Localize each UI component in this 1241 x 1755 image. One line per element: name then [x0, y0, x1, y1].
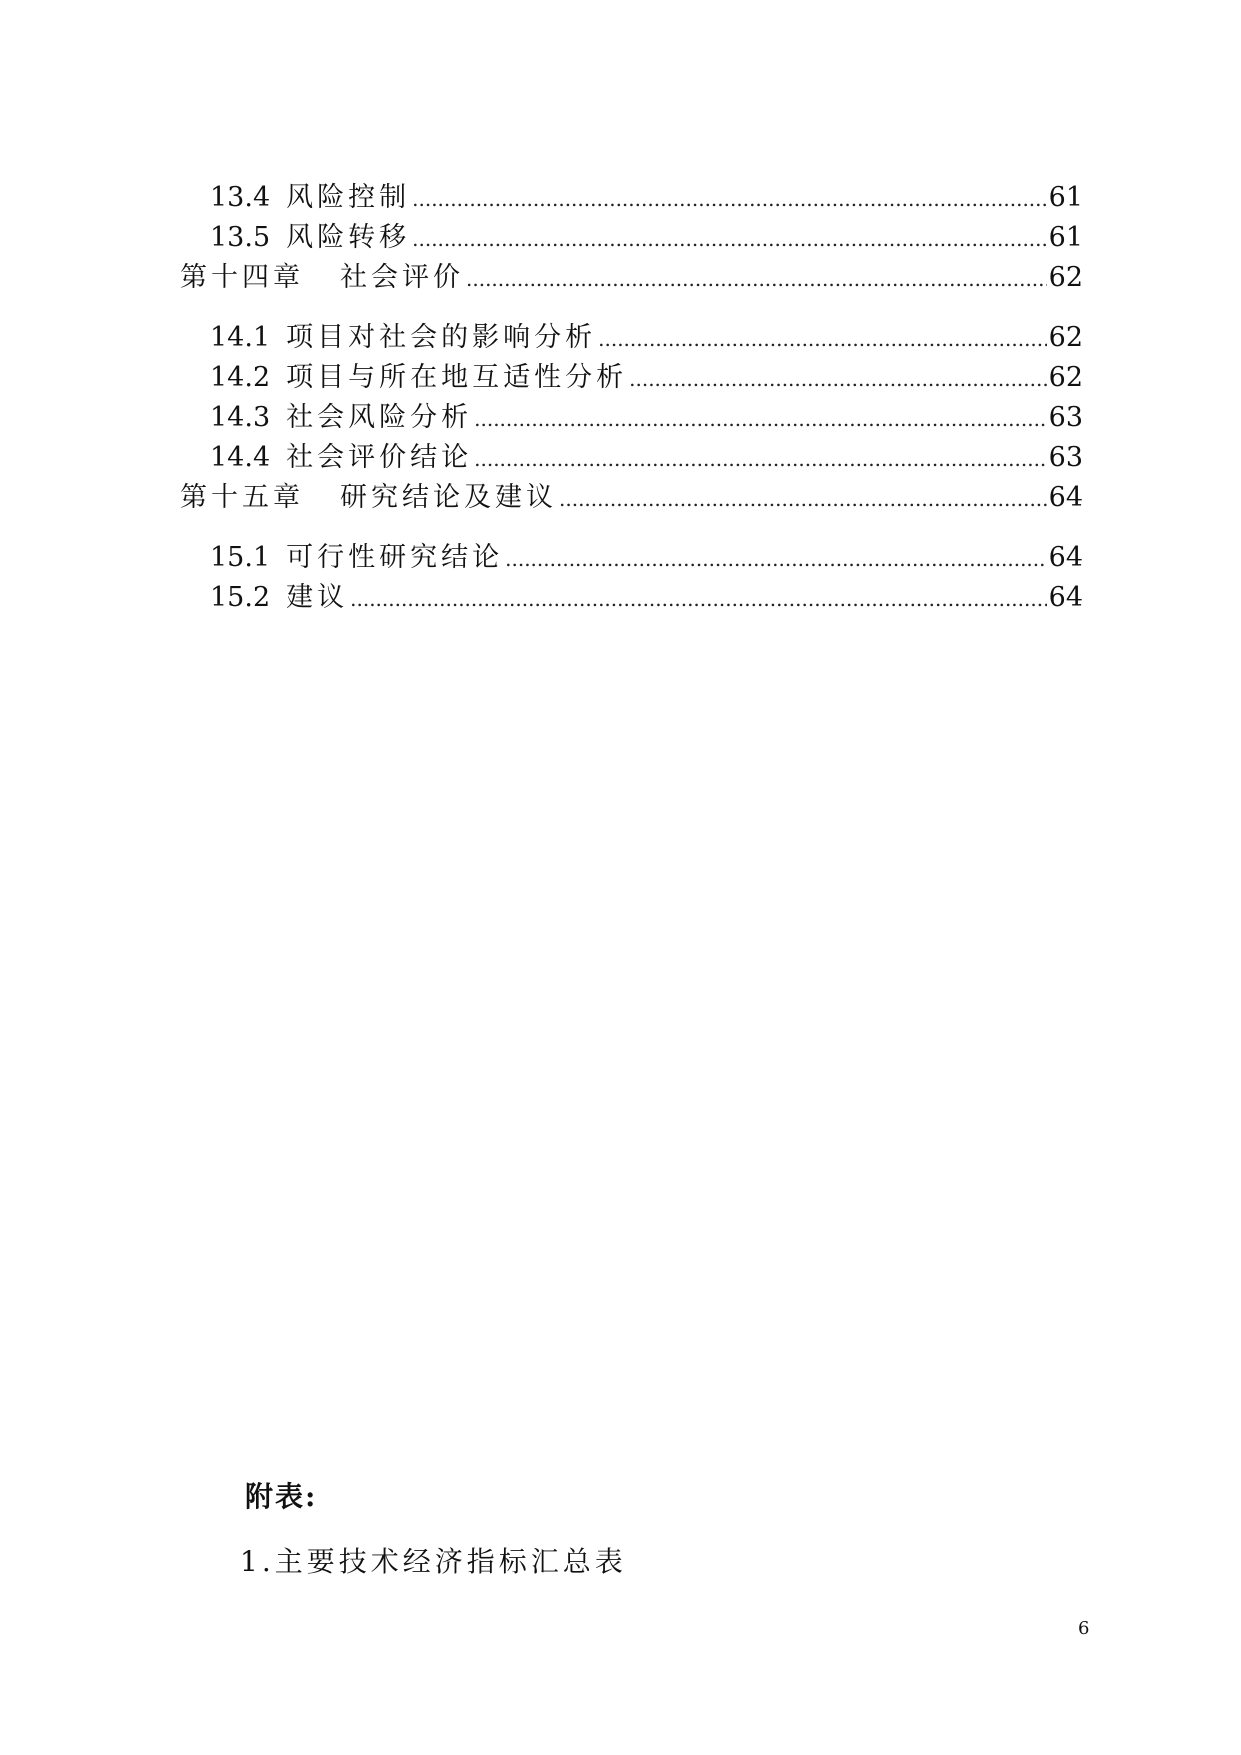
toc-entry-15-1[interactable] [180, 538, 1083, 578]
toc-entry-title: 风险控制 [286, 182, 411, 213]
toc-entry-page: 62 [1048, 262, 1083, 293]
toc-entry-number: 14.2 [210, 362, 271, 393]
toc-entry-page: 64 [1048, 482, 1083, 513]
toc-entry-title: 项目与所在地互适性分析 [286, 362, 628, 393]
toc-entry-number: 14.4 [210, 442, 271, 473]
toc-entry-page: 62 [1048, 322, 1083, 353]
toc-entry-14-2[interactable] [180, 358, 1083, 398]
dot-leader [598, 319, 1047, 359]
toc-entry-number: 15.2 [210, 582, 271, 613]
toc-entry-title: 项目对社会的影响分析 [286, 322, 597, 353]
toc-entry-page: 63 [1048, 402, 1083, 433]
dot-leader [466, 259, 1047, 299]
toc-entry-chapter-14[interactable] [180, 258, 1083, 298]
toc-entry-title: 建议 [286, 582, 349, 613]
dot-leader [559, 479, 1047, 519]
dot-leader [412, 219, 1047, 259]
toc-entry-number: 14.1 [210, 322, 271, 353]
toc-entry-page: 61 [1048, 182, 1083, 213]
toc-entry-number: 13.4 [210, 182, 271, 213]
toc-entry-14-3[interactable] [180, 398, 1083, 438]
toc-entry-title: 可行性研究结论 [286, 542, 504, 573]
toc-entry-page: 61 [1048, 222, 1083, 253]
toc-chapter-number: 第十五章 [180, 482, 304, 513]
attachment-item: 1.主要技术经济指标汇总表 [240, 1545, 627, 1578]
dot-leader [629, 359, 1047, 399]
toc-entry-13-4[interactable] [180, 178, 1083, 218]
toc-entry-page: 63 [1048, 442, 1083, 473]
toc-entry-number: 15.1 [210, 542, 271, 573]
toc-entry-title: 社会评价结论 [286, 442, 473, 473]
toc-entry-page: 64 [1048, 582, 1083, 613]
toc-entry-13-5[interactable] [180, 218, 1083, 258]
toc-entry-title: 研究结论及建议 [340, 482, 557, 513]
toc-entry-title: 风险转移 [286, 222, 411, 253]
dot-leader [474, 439, 1047, 479]
toc-entry-title: 社会评价 [340, 262, 464, 293]
toc-entry-chapter-15[interactable] [180, 478, 1083, 518]
toc-chapter-number: 第十四章 [180, 262, 304, 293]
table-of-contents [180, 178, 1083, 618]
dot-leader [412, 179, 1047, 219]
toc-entry-14-4[interactable] [180, 438, 1083, 478]
toc-entry-14-1[interactable] [180, 318, 1083, 358]
toc-entry-number: 13.5 [210, 222, 271, 253]
toc-entry-number: 14.3 [210, 402, 271, 433]
dot-leader [474, 399, 1047, 439]
toc-entry-title: 社会风险分析 [286, 402, 473, 433]
toc-entry-page: 64 [1048, 542, 1083, 573]
dot-leader [505, 539, 1047, 579]
toc-entry-15-2[interactable] [180, 578, 1083, 618]
toc-entry-page: 62 [1048, 362, 1083, 393]
attachments-heading: 附表: [245, 1480, 318, 1513]
page-number: 6 [1078, 1618, 1090, 1639]
dot-leader [350, 579, 1047, 619]
